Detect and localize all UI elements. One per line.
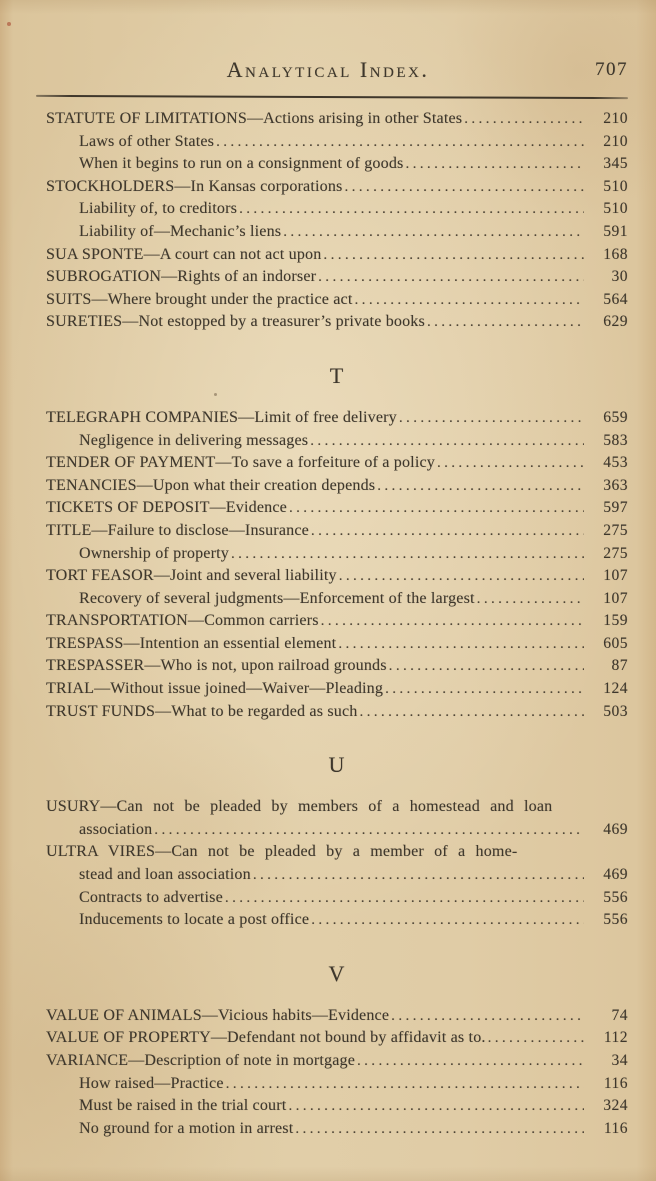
entry-text: TRIAL—Without issue joined—Waiver—Pleading — [46, 680, 384, 698]
index-entry — [46, 565, 628, 588]
section-letter: T — [329, 362, 345, 388]
dot-leader — [383, 678, 584, 701]
dot-leader — [462, 108, 584, 131]
index-entry — [46, 1050, 628, 1073]
entry-page-ref: 345 — [603, 155, 628, 173]
entry-page-ref: 74 — [611, 1006, 628, 1024]
entry-text: association — [79, 820, 153, 838]
dot-leader — [475, 588, 584, 611]
entry-page-ref: 116 — [603, 1074, 628, 1092]
dot-leader — [336, 633, 584, 656]
dot-leader — [229, 543, 584, 566]
entry-page-ref: 30 — [611, 268, 628, 286]
entry-text: Inducements to locate a post office — [79, 911, 310, 929]
entry-text: TRESPASS—Intention an essential element — [46, 634, 337, 652]
entry-text: STATUTE OF LIMITATIONS—Actions arising in other States — [46, 110, 463, 127]
entry-text: TRUST FUNDS—What to be regarded as such — [46, 702, 358, 720]
dot-leader — [353, 289, 584, 312]
dot-leader — [486, 1027, 584, 1050]
index-entry — [46, 1027, 628, 1050]
dot-leader — [319, 610, 584, 633]
entry-text: STOCKHOLDERS—In Kansas corporations — [46, 177, 343, 195]
index-entry — [46, 198, 628, 221]
entry-text: SUBROGATION—Rights of an indorser — [46, 268, 317, 286]
entry-text: TELEGRAPH COMPANIES—Limit of free delivery — [46, 408, 397, 426]
dot-leader — [425, 311, 584, 334]
index-entry — [46, 678, 628, 701]
dot-leader — [375, 475, 584, 498]
entry-page-ref: 597 — [603, 499, 628, 517]
index-entry — [46, 633, 628, 656]
entry-text: Recovery of several judgments—Enforcement of the largest — [79, 589, 475, 607]
entry-text: TRESPASSER—Who is not, upon railroad grounds — [46, 657, 387, 675]
entry-text: Ownership of property — [79, 544, 229, 562]
paper-speck — [214, 393, 217, 396]
entry-page-ref: 510 — [603, 177, 628, 195]
page-number: 707 — [595, 59, 628, 80]
entry-page-ref: 116 — [603, 1119, 628, 1137]
index-entry — [46, 610, 628, 633]
index-entries — [0, 98, 656, 1140]
entry-page-ref: 659 — [603, 408, 628, 426]
dot-leader — [309, 909, 584, 932]
entry-page-ref: 87 — [611, 657, 628, 675]
entry-text: Must be raised in the trial court — [79, 1097, 287, 1115]
entry-page-ref: 107 — [603, 589, 628, 607]
dot-leader — [224, 1073, 584, 1096]
index-entry — [46, 588, 628, 611]
entry-page-ref: 453 — [603, 454, 628, 472]
entry-text: Liability of—Mechanic’s liens — [79, 222, 282, 240]
entry-page-ref: 583 — [603, 431, 628, 449]
entry-page-ref: 556 — [603, 911, 628, 929]
index-entry — [46, 1095, 628, 1118]
dot-leader — [321, 244, 584, 267]
entry-text: TRANSPORTATION—Common carriers — [46, 612, 319, 630]
entry-page-ref: 629 — [603, 313, 628, 331]
dot-leader — [287, 497, 584, 520]
index-entry — [46, 289, 628, 312]
index-entry — [46, 701, 628, 724]
entry-page-ref: 503 — [603, 702, 628, 720]
dot-leader — [293, 1118, 584, 1141]
entry-text: TORT FEASOR—Joint and several liability — [46, 567, 337, 585]
entry-text: SURETIES—Not estopped by a treasurer’s private books — [46, 313, 425, 331]
entry-text: Negligence in delivering messages — [79, 431, 309, 449]
index-entry — [46, 153, 628, 176]
dot-leader — [309, 520, 584, 543]
entry-page-ref: 275 — [603, 544, 628, 562]
dot-leader — [286, 1095, 584, 1118]
entry-page-ref: 564 — [603, 290, 628, 308]
index-entry — [46, 266, 628, 289]
section-letter: U — [328, 752, 346, 778]
index-entry — [46, 841, 628, 864]
entry-text: stead and loan association — [79, 866, 251, 884]
entry-page-ref: 34 — [611, 1052, 628, 1069]
entry-text: VALUE OF ANIMALS—Vicious habits—Evidence — [46, 1006, 390, 1024]
entry-text: No ground for a motion in arrest — [79, 1119, 294, 1137]
entry-text: When it begins to run on a consignment of goods — [79, 155, 404, 173]
entry-page-ref: 591 — [603, 222, 628, 240]
entry-text: TENANCIES—Upon what their creation depends — [46, 476, 376, 494]
dot-leader — [237, 198, 584, 221]
index-entry — [46, 244, 628, 267]
index-entry — [46, 221, 628, 244]
entry-text: VALUE OF PROPERTY—Defendant not bound by affidavit as to. — [46, 1029, 486, 1047]
index-entry — [46, 176, 628, 199]
dot-leader — [337, 565, 584, 588]
entry-page-ref: 469 — [603, 866, 628, 884]
index-entry — [46, 497, 628, 520]
index-entry — [46, 1073, 628, 1096]
entry-page-ref: 210 — [603, 132, 628, 150]
entry-page-ref: 124 — [603, 680, 628, 698]
entry-text: TENDER OF PAYMENT—To save a forfeiture of a policy — [46, 454, 435, 472]
entry-text: Contracts to advertise — [79, 888, 223, 906]
entry-text: TICKETS OF DEPOSIT—Evidence — [46, 499, 287, 517]
index-entry — [46, 475, 628, 498]
dot-leader — [214, 131, 584, 154]
index-entry — [46, 796, 628, 819]
entry-text: Laws of other States — [79, 132, 215, 150]
entry-page-ref: 107 — [603, 567, 628, 585]
entry-text: TITLE—Failure to disclose—Insurance — [46, 521, 309, 539]
index-entry — [46, 131, 628, 154]
index-entry — [46, 819, 628, 842]
index-entry — [46, 655, 628, 678]
entry-page-ref: 605 — [603, 634, 628, 652]
entry-text: ULTRA VIRES—Can not be pleaded by a member of a home- — [46, 843, 518, 861]
entry-page-ref: 324 — [603, 1097, 628, 1115]
dot-leader — [308, 430, 584, 453]
index-entry — [46, 452, 628, 475]
dot-leader — [281, 221, 584, 244]
index-entry — [46, 1118, 628, 1141]
dot-leader — [397, 407, 584, 430]
dot-leader — [251, 864, 584, 887]
dot-leader — [223, 887, 584, 910]
page-title: Analytical Index. — [226, 57, 430, 82]
index-entry — [46, 1005, 628, 1028]
entry-text: VARIANCE—Description of note in mortgage — [46, 1052, 355, 1069]
index-entry — [46, 108, 628, 131]
entry-page-ref: 275 — [603, 521, 628, 539]
index-entry — [46, 311, 628, 334]
entry-text: SUA SPONTE—A court can not act upon — [46, 245, 322, 263]
index-entry — [46, 520, 628, 543]
entry-page-ref: 510 — [603, 200, 628, 218]
entry-page-ref: 210 — [603, 110, 628, 127]
dot-leader — [389, 1005, 584, 1028]
index-entry — [46, 430, 628, 453]
index-entry — [46, 543, 628, 566]
entry-page-ref: 159 — [603, 612, 628, 630]
index-entry — [46, 864, 628, 887]
index-entry — [46, 909, 628, 932]
entry-page-ref: 112 — [603, 1029, 628, 1047]
entry-page-ref: 556 — [603, 888, 628, 906]
index-entry — [46, 407, 628, 430]
dot-leader — [152, 819, 584, 842]
entry-text: Liability of, to creditors — [79, 200, 238, 218]
dot-leader — [357, 701, 584, 724]
dot-leader — [316, 266, 584, 289]
index-entry — [46, 887, 628, 910]
page-header — [0, 0, 656, 85]
entry-page-ref: 168 — [603, 245, 628, 263]
entry-text: SUITS—Where brought under the practice act — [46, 290, 353, 308]
entry-page-ref: 363 — [603, 476, 628, 494]
entry-text: USURY—Can not be pleaded by members of a homestead and loan — [46, 798, 553, 816]
dot-leader — [387, 655, 584, 678]
dot-leader — [435, 452, 584, 475]
section-letter: V — [328, 960, 346, 986]
dot-leader — [342, 176, 584, 199]
entry-page-ref: 469 — [603, 820, 628, 838]
dot-leader — [403, 153, 584, 176]
dot-leader — [355, 1050, 584, 1073]
entry-text: How raised—Practice — [79, 1074, 224, 1092]
